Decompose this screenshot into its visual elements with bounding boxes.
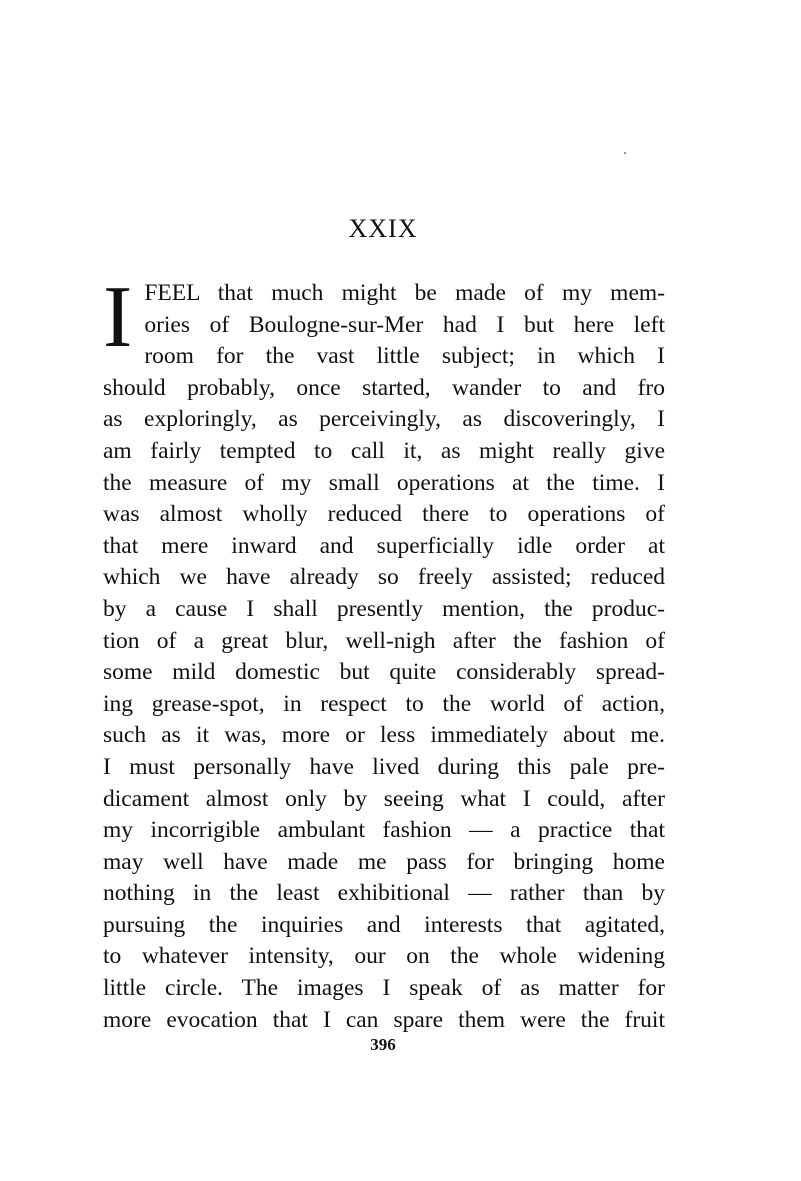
text-line: by a cause I shall presently mention, the produc- xyxy=(103,595,665,622)
text-line: am fairly tempted to call it, as might really give xyxy=(103,437,665,464)
text-line: tion of a great blur, well-nigh after the fashion of xyxy=(103,627,665,654)
text-line: ories of Boulogne-sur-Mer had I but here left xyxy=(144,311,665,338)
text-line: should probably, once started, wander to and fro xyxy=(103,374,665,401)
text-line: room for the vast little subject; in which I xyxy=(144,343,665,370)
text-line: the measure of my small operations at the time. I xyxy=(103,469,665,496)
text-line: to whatever intensity, our on the whole widening xyxy=(103,943,665,970)
text-line: more evocation that I can spare them were the fruit xyxy=(103,1006,665,1033)
print-speck xyxy=(624,152,626,154)
page-number: 396 xyxy=(370,1035,396,1054)
text-line: as exploringly, as perceivingly, as discoveringly, I xyxy=(103,406,665,433)
text-line: such as it was, more or less immediately about me. xyxy=(103,722,665,749)
text-line: may well have made me pass for bringing home xyxy=(103,848,665,875)
text-line: FEEL that much might be made of my mem- xyxy=(144,280,665,306)
text-line: was almost wholly reduced there to operations of xyxy=(103,501,665,528)
chapter-heading: XXIX xyxy=(348,214,418,243)
text-line: nothing in the least exhibitional — rather than by xyxy=(103,880,665,907)
text-line: that mere inward and superficially idle order at xyxy=(103,532,665,559)
body-paragraph xyxy=(103,269,665,1036)
text-line: dicament almost only by seeing what I could, after xyxy=(103,785,665,812)
text-line: some mild domestic but quite considerably spread- xyxy=(103,659,665,686)
drop-cap: I xyxy=(103,269,133,366)
text-line: little circle. The images I speak of as matter for xyxy=(103,975,665,1002)
text-line: my incorrigible ambulant fashion — a practice that xyxy=(103,817,665,844)
text-line: which we have already so freely assisted; reduced xyxy=(103,564,665,591)
text-line: I must personally have lived during this pale pre- xyxy=(103,753,665,780)
text-line: pursuing the inquiries and interests that agitated, xyxy=(103,911,665,938)
text-line: ing grease-spot, in respect to the world of action, xyxy=(103,690,665,717)
